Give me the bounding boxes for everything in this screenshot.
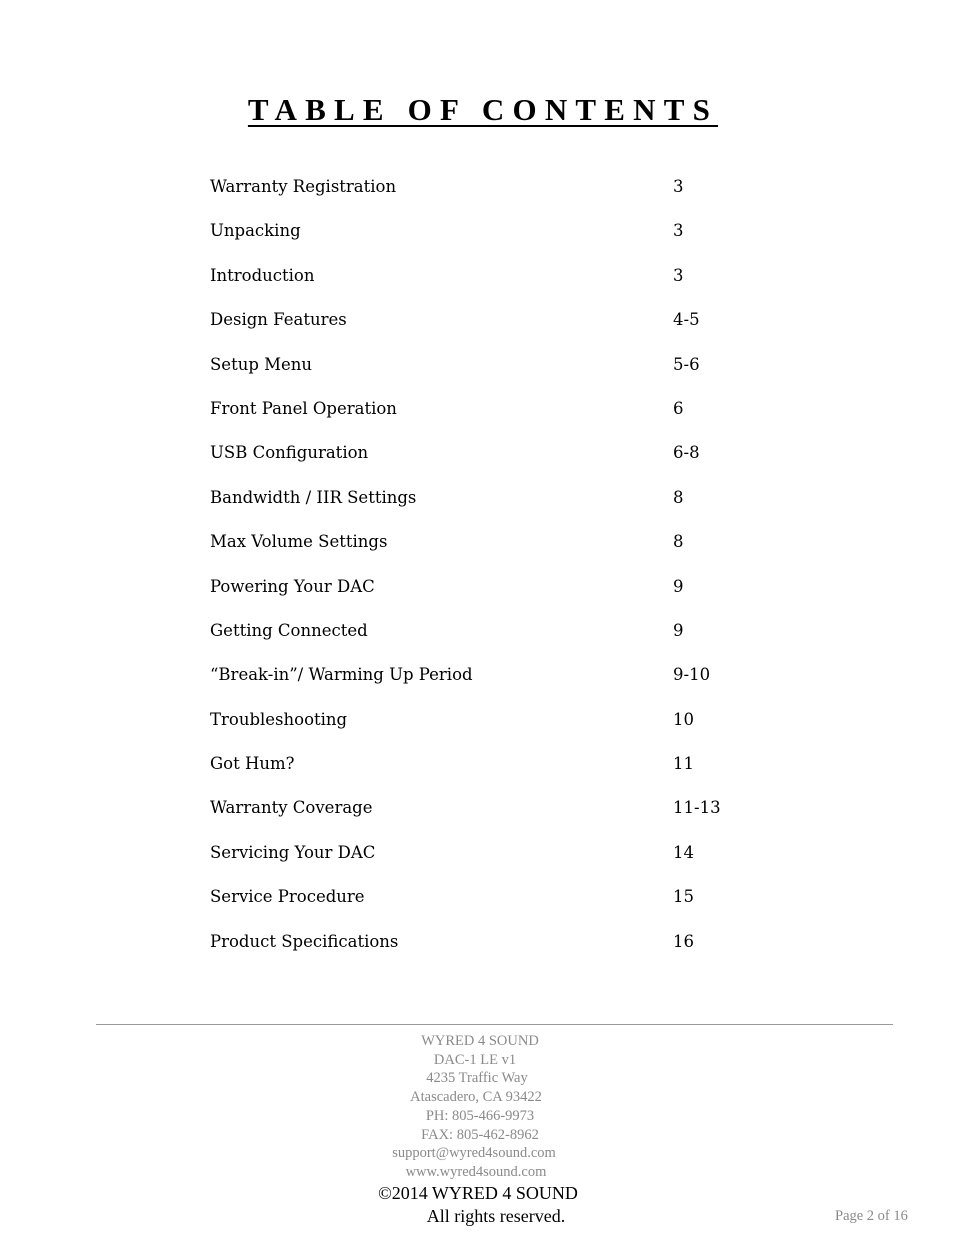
toc-entry-page: 11-13	[673, 798, 721, 818]
toc-entry-label: USB Configuration	[210, 443, 369, 463]
toc-entry-page: 14	[673, 842, 694, 862]
toc-entry-page: 8	[673, 487, 684, 507]
toc-entry[interactable]	[210, 749, 770, 793]
toc-entry-page: 9	[673, 576, 684, 596]
footer-street: 4235 Traffic Way	[426, 1070, 528, 1086]
toc-entry[interactable]	[210, 438, 770, 482]
toc-entry[interactable]	[210, 882, 770, 926]
toc-entry-page: 6	[673, 398, 684, 418]
footer-rights: All rights reserved.	[426, 1206, 566, 1226]
toc-entry[interactable]	[210, 927, 770, 971]
toc-entry-label: Max Volume Settings	[210, 532, 388, 552]
page-title	[0, 92, 954, 128]
toc-entry-label: Service Procedure	[210, 887, 365, 907]
footer-city: Atascadero, CA 93422	[410, 1089, 542, 1105]
toc-entry[interactable]	[210, 705, 770, 749]
toc-entry-label: “Break-in”/ Warming Up Period	[210, 665, 473, 685]
toc-entry-label: Front Panel Operation	[210, 398, 397, 418]
toc-entry-page: 5-6	[673, 354, 700, 374]
toc-entry[interactable]	[210, 172, 770, 216]
toc-entry-label: Design Features	[210, 310, 347, 330]
toc-entry-label: Getting Connected	[210, 620, 368, 640]
toc-entry[interactable]	[210, 838, 770, 882]
toc-entry[interactable]	[210, 616, 770, 660]
toc-entry-label: Servicing Your DAC	[210, 842, 376, 862]
toc-entry-label: Product Specifications	[210, 931, 399, 951]
toc-entry[interactable]	[210, 394, 770, 438]
toc-entry-label: Warranty Coverage	[210, 798, 373, 818]
toc-entry-page: 8	[673, 532, 684, 552]
toc-entry-label: Troubleshooting	[210, 709, 348, 729]
footer-company: WYRED 4 SOUND	[421, 1033, 539, 1049]
toc-entry-label: Introduction	[210, 265, 315, 285]
toc-entry[interactable]	[210, 793, 770, 837]
toc-entry-page: 9	[673, 620, 684, 640]
toc-entry[interactable]	[210, 216, 770, 260]
footer-model: DAC-1 LE v1	[433, 1052, 517, 1068]
toc-entry-page: 15	[673, 887, 694, 907]
footer-email[interactable]: support@wyred4sound.com	[392, 1145, 556, 1161]
toc-entry[interactable]	[210, 261, 770, 305]
toc-entry-label: Unpacking	[210, 221, 301, 241]
toc-entry-label: Warranty Registration	[210, 177, 397, 196]
toc-entry-label: Got Hum?	[210, 754, 295, 774]
toc-entry-label: Bandwidth / IIR Settings	[210, 487, 417, 507]
toc-entry-page: 16	[673, 931, 694, 951]
toc-entry[interactable]	[210, 572, 770, 616]
toc-entry[interactable]	[210, 350, 770, 394]
page-title-text: TABLE OF CONTENTS	[247, 92, 719, 127]
toc-entry-page: 3	[673, 221, 684, 241]
footer-copyright: ©2014 WYRED 4 SOUND	[378, 1183, 578, 1203]
toc-entry-page: 3	[673, 265, 684, 285]
toc-entry-page: 10	[673, 709, 694, 729]
page-number: Page 2 of 16	[835, 1208, 908, 1224]
toc-entry-page: 11	[673, 754, 694, 774]
footer-fax: FAX: 805-462-8962	[421, 1127, 539, 1143]
toc-entry-page: 6-8	[673, 443, 700, 463]
footer-divider	[96, 1024, 893, 1025]
toc-entry[interactable]	[210, 660, 770, 704]
toc-entry-page: 3	[673, 177, 684, 196]
toc-entry[interactable]	[210, 305, 770, 349]
toc-entry-label: Setup Menu	[210, 354, 313, 374]
toc-list	[210, 172, 770, 971]
toc-entry[interactable]	[210, 483, 770, 527]
footer-phone: PH: 805-466-9973	[425, 1108, 535, 1124]
toc-entry-label: Powering Your DAC	[210, 576, 375, 596]
footer-website[interactable]: www.wyred4sound.com	[405, 1164, 547, 1180]
toc-entry-page: 9-10	[673, 665, 711, 685]
toc-entry-page: 4-5	[673, 310, 700, 330]
toc-entry[interactable]	[210, 527, 770, 571]
